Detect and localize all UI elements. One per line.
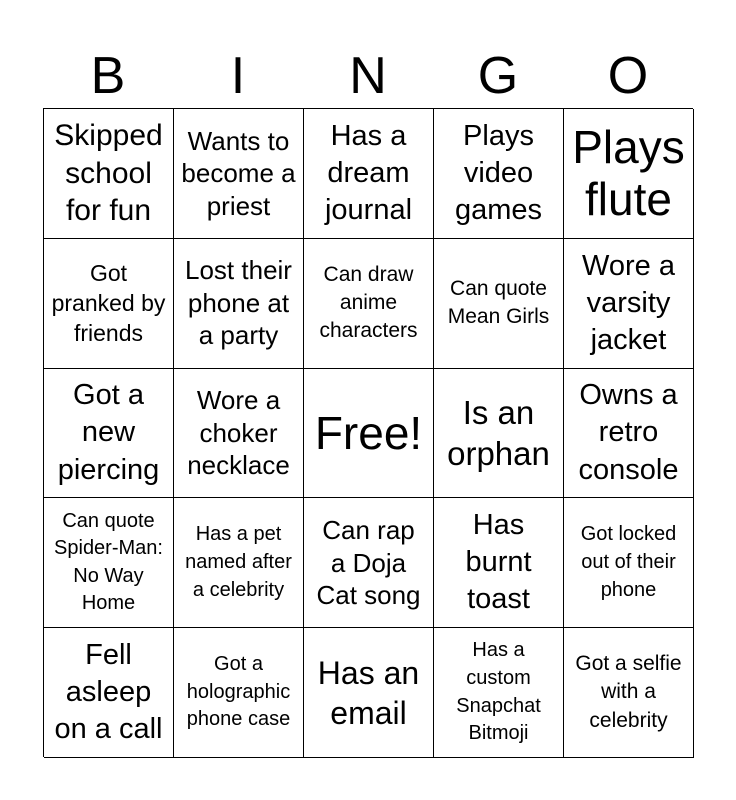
- bingo-header: [43, 44, 693, 108]
- bingo-cell[interactable]: [564, 498, 694, 628]
- free-space-text: Free!: [314, 406, 423, 459]
- bingo-cell[interactable]: [434, 369, 564, 499]
- cell-text: Can quote Mean Girls: [447, 276, 550, 329]
- cell-text: Got pranked by friends: [51, 259, 166, 347]
- cell-text: Got a new piercing: [57, 379, 160, 486]
- bingo-cell[interactable]: [44, 109, 174, 239]
- bingo-cell[interactable]: [304, 498, 434, 628]
- bingo-cell[interactable]: [44, 239, 174, 369]
- cell-text: Got locked out of their phone: [580, 523, 677, 601]
- cell-text: Wore a choker necklace: [187, 385, 290, 481]
- bingo-cell[interactable]: [44, 498, 174, 628]
- header-letter-g: G: [477, 47, 519, 105]
- header-letter-i: I: [230, 47, 246, 105]
- bingo-cell[interactable]: [44, 628, 174, 758]
- cell-text: Got a selfie with a celebrity: [575, 652, 682, 732]
- cell-text: Owns a retro console: [578, 379, 679, 486]
- bingo-cell[interactable]: [434, 628, 564, 758]
- bingo-cell free-space[interactable]: [304, 369, 434, 499]
- bingo-cell[interactable]: [174, 369, 304, 499]
- cell-text: Has a pet named after a celebrity: [185, 523, 292, 601]
- bingo-board: [43, 108, 693, 757]
- bingo-cell[interactable]: [304, 239, 434, 369]
- bingo-cell[interactable]: [174, 239, 304, 369]
- bingo-cell[interactable]: [44, 369, 174, 499]
- cell-text: Wore a varsity jacket: [582, 249, 675, 356]
- cell-text: Got a holographic phone case: [186, 653, 291, 731]
- cell-text: Wants to become a priest: [181, 125, 296, 221]
- cell-text: Is an orphan: [447, 393, 550, 472]
- bingo-cell[interactable]: [174, 628, 304, 758]
- bingo-cell[interactable]: [564, 109, 694, 239]
- header-letter-n: N: [349, 47, 387, 105]
- bingo-cell[interactable]: [304, 628, 434, 758]
- bingo-cell[interactable]: [174, 498, 304, 628]
- cell-text: Plays video games: [454, 119, 543, 226]
- cell-text: Plays flute: [572, 120, 685, 226]
- bingo-cell[interactable]: [564, 239, 694, 369]
- cell-text: Fell asleep on a call: [54, 638, 163, 746]
- bingo-cell[interactable]: [174, 109, 304, 239]
- cell-text: Has a dream journal: [324, 119, 413, 226]
- bingo-cell[interactable]: [564, 369, 694, 499]
- cell-text: Skipped school for fun: [54, 119, 163, 228]
- cell-text: Can draw anime characters: [319, 262, 418, 343]
- bingo-cell[interactable]: [564, 628, 694, 758]
- cell-text: Can quote Spider-Man: No Way Home: [54, 509, 163, 615]
- cell-text: Has an email: [317, 654, 420, 731]
- header-letter-o: O: [607, 47, 649, 105]
- header-letter-b: B: [90, 47, 126, 105]
- cell-text: Has burnt toast: [465, 509, 532, 616]
- cell-text: Has a custom Snapchat Bitmoji: [456, 639, 541, 745]
- cell-text: Lost their phone at a party: [185, 255, 292, 351]
- bingo-cell[interactable]: [304, 109, 434, 239]
- cell-text: Can rap a Doja Cat song: [316, 515, 421, 611]
- bingo-cell[interactable]: [434, 498, 564, 628]
- bingo-cell[interactable]: [434, 239, 564, 369]
- bingo-cell[interactable]: [434, 109, 564, 239]
